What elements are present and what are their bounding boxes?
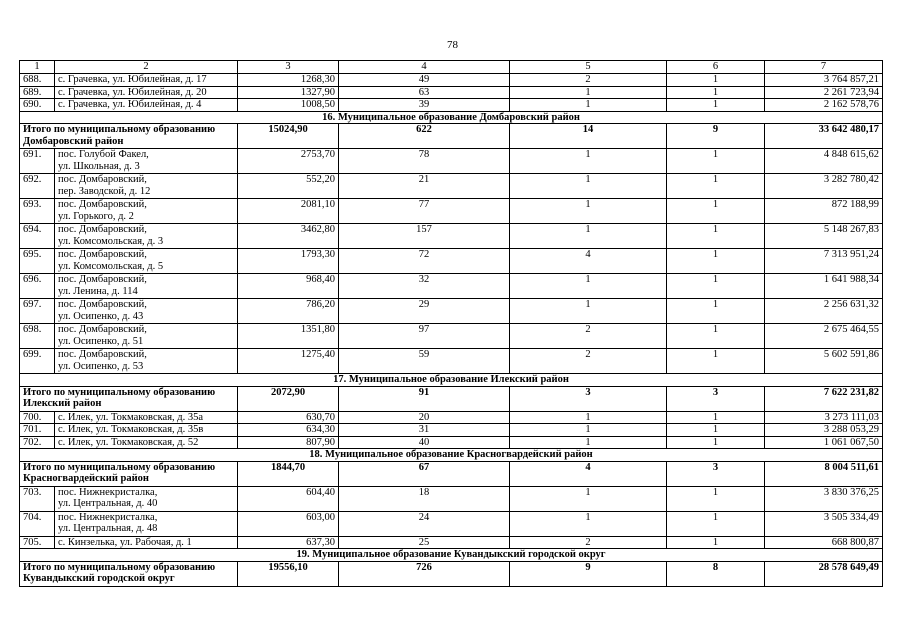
section-heading-row [20, 111, 883, 124]
subtotal-area: 19556,10 [238, 561, 339, 586]
table-row [20, 324, 883, 349]
area-cell: 634,30 [238, 424, 339, 437]
address-cell [55, 199, 238, 224]
subtotal-col6: 3 [667, 461, 765, 486]
row-number: 705. [20, 536, 55, 549]
residents-cell: 72 [339, 249, 510, 274]
address-line: ул. Осипенко, д. 53 [58, 360, 144, 372]
address-cell [55, 486, 238, 511]
table-row [20, 486, 883, 511]
col6-cell: 1 [667, 511, 765, 536]
address-line: пос. Голубой Факел, [58, 149, 149, 160]
area-cell: 1327,90 [238, 86, 339, 99]
address-line: с. Илек, ул. Токмаковская, д. 35а [58, 411, 204, 423]
address-cell [55, 274, 238, 299]
column-header: 1 [20, 61, 55, 74]
address-cell [55, 224, 238, 249]
subtotal-label: Итого по муниципальному образованию Кувандыкский городской округ [20, 561, 238, 586]
table-row [20, 86, 883, 99]
row-number: 694. [20, 224, 55, 249]
col6-cell: 1 [667, 99, 765, 112]
col5-cell: 1 [510, 149, 667, 174]
area-cell: 2081,10 [238, 199, 339, 224]
table-row [20, 299, 883, 324]
col6-cell: 1 [667, 274, 765, 299]
subtotal-col5: 14 [510, 124, 667, 149]
col5-cell: 1 [510, 224, 667, 249]
col5-cell: 1 [510, 199, 667, 224]
row-number: 701. [20, 424, 55, 437]
amount-cell: 3 288 053,29 [765, 424, 883, 437]
table-row [20, 436, 883, 449]
row-number: 702. [20, 436, 55, 449]
amount-cell: 2 256 631,32 [765, 299, 883, 324]
amount-cell: 3 764 857,21 [765, 74, 883, 87]
column-header: 6 [667, 61, 765, 74]
col5-cell: 1 [510, 99, 667, 112]
subtotal-col6: 9 [667, 124, 765, 149]
table-row [20, 536, 883, 549]
amount-cell: 5 602 591,86 [765, 349, 883, 374]
subtotal-area: 15024,90 [238, 124, 339, 149]
table-row [20, 274, 883, 299]
area-cell: 968,40 [238, 274, 339, 299]
col6-cell: 1 [667, 86, 765, 99]
table-row [20, 424, 883, 437]
amount-cell: 3 505 334,49 [765, 511, 883, 536]
subtotal-label: Итого по муниципальному образованию Илекский район [20, 386, 238, 411]
area-cell: 1793,30 [238, 249, 339, 274]
address-cell [55, 249, 238, 274]
col5-cell: 4 [510, 249, 667, 274]
row-number: 699. [20, 349, 55, 374]
address-line: с. Грачевка, ул. Юбилейная, д. 20 [58, 86, 207, 98]
area-cell: 603,00 [238, 511, 339, 536]
area-cell: 630,70 [238, 411, 339, 424]
column-header: 4 [339, 61, 510, 74]
area-cell: 1351,80 [238, 324, 339, 349]
address-line: ул. Центральная, д. 48 [58, 523, 158, 534]
col6-cell: 1 [667, 249, 765, 274]
amount-cell: 4 848 615,62 [765, 149, 883, 174]
col5-cell: 1 [510, 174, 667, 199]
table-row [20, 199, 883, 224]
col6-cell: 1 [667, 149, 765, 174]
address-line: пос. Домбаровский, [58, 249, 147, 260]
subtotal-amount: 8 004 511,61 [765, 461, 883, 486]
residents-cell: 39 [339, 99, 510, 112]
address-line: пос. Домбаровский, [58, 174, 147, 185]
address-cell [55, 74, 238, 87]
col6-cell: 1 [667, 424, 765, 437]
amount-cell: 7 313 951,24 [765, 249, 883, 274]
residents-cell: 21 [339, 174, 510, 199]
residents-cell: 29 [339, 299, 510, 324]
address-line: ул. Комсомольская, д. 3 [58, 235, 164, 247]
section-heading-row [20, 449, 883, 462]
address-line: пос. Нижнекристалка, [58, 486, 158, 498]
col5-cell: 2 [510, 324, 667, 349]
address-line: с. Илек, ул. Токмаковская, д. 35в [58, 424, 204, 435]
column-header: 5 [510, 61, 667, 74]
row-number: 704. [20, 511, 55, 536]
residents-cell: 157 [339, 224, 510, 249]
subtotal-col6: 3 [667, 386, 765, 411]
subtotal-amount: 28 578 649,49 [765, 561, 883, 586]
col6-cell: 1 [667, 436, 765, 449]
amount-cell: 1 641 988,34 [765, 274, 883, 299]
table-row [20, 411, 883, 424]
subtotal-row [20, 461, 883, 486]
col5-cell: 1 [510, 86, 667, 99]
col6-cell: 1 [667, 349, 765, 374]
residents-cell: 20 [339, 411, 510, 424]
address-cell [55, 349, 238, 374]
column-header: 7 [765, 61, 883, 74]
address-line: ул. Комсомольская, д. 5 [58, 260, 164, 272]
col6-cell: 1 [667, 199, 765, 224]
address-line: ул. Школьная, д. 3 [58, 160, 140, 172]
address-cell [55, 99, 238, 112]
table-row [20, 349, 883, 374]
col5-cell: 2 [510, 536, 667, 549]
section-title: 16. Муниципальное образование Домбаровский район [20, 111, 883, 124]
amount-cell: 2 162 578,76 [765, 99, 883, 112]
col6-cell: 1 [667, 486, 765, 511]
row-number: 696. [20, 274, 55, 299]
area-cell: 604,40 [238, 486, 339, 511]
col6-cell: 1 [667, 411, 765, 424]
subtotal-col5: 4 [510, 461, 667, 486]
address-line: ул. Центральная, д. 40 [58, 498, 158, 509]
col5-cell: 1 [510, 411, 667, 424]
address-cell [55, 149, 238, 174]
col5-cell: 1 [510, 436, 667, 449]
subtotal-col5: 9 [510, 561, 667, 586]
col6-cell: 1 [667, 324, 765, 349]
amount-cell: 3 830 376,25 [765, 486, 883, 511]
subtotal-row [20, 124, 883, 149]
col5-cell: 1 [510, 511, 667, 536]
row-number: 703. [20, 486, 55, 511]
address-cell [55, 174, 238, 199]
amount-cell: 2 675 464,55 [765, 324, 883, 349]
amount-cell: 872 188,99 [765, 199, 883, 224]
address-line: пос. Домбаровский, [58, 299, 147, 310]
address-line: ул. Осипенко, д. 43 [58, 310, 144, 322]
address-line: пос. Домбаровский, [58, 324, 147, 335]
residents-cell: 18 [339, 486, 510, 511]
subtotal-amount: 33 642 480,17 [765, 124, 883, 149]
col6-cell: 1 [667, 174, 765, 199]
subtotal-residents: 726 [339, 561, 510, 586]
address-line: ул. Осипенко, д. 51 [58, 335, 144, 347]
table-header-row [20, 61, 883, 74]
table-row [20, 99, 883, 112]
table-row [20, 249, 883, 274]
residents-cell: 32 [339, 274, 510, 299]
residents-cell: 49 [339, 74, 510, 87]
address-cell [55, 424, 238, 437]
row-number: 700. [20, 411, 55, 424]
row-number: 697. [20, 299, 55, 324]
row-number: 691. [20, 149, 55, 174]
subtotal-col5: 3 [510, 386, 667, 411]
residents-cell: 97 [339, 324, 510, 349]
address-cell [55, 436, 238, 449]
residents-cell: 31 [339, 424, 510, 437]
address-line: пос. Нижнекристалка, [58, 511, 158, 523]
row-number: 690. [20, 99, 55, 112]
col5-cell: 2 [510, 74, 667, 87]
table-row [20, 174, 883, 199]
col5-cell: 1 [510, 424, 667, 437]
row-number: 695. [20, 249, 55, 274]
address-line: с. Грачевка, ул. Юбилейная, д. 4 [58, 99, 202, 110]
address-cell [55, 511, 238, 536]
section-title: 18. Муниципальное образование Красногвардейский район [20, 449, 883, 462]
table-row [20, 74, 883, 87]
table-row [20, 511, 883, 536]
address-cell [55, 536, 238, 549]
section-heading-row [20, 549, 883, 562]
residents-cell: 63 [339, 86, 510, 99]
row-number: 698. [20, 324, 55, 349]
subtotal-amount: 7 622 231,82 [765, 386, 883, 411]
area-cell: 1268,30 [238, 74, 339, 87]
area-cell: 552,20 [238, 174, 339, 199]
amount-cell: 3 273 111,03 [765, 411, 883, 424]
col5-cell: 1 [510, 486, 667, 511]
col6-cell: 1 [667, 74, 765, 87]
residents-cell: 24 [339, 511, 510, 536]
area-cell: 1008,50 [238, 99, 339, 112]
subtotal-area: 1844,70 [238, 461, 339, 486]
row-number: 692. [20, 174, 55, 199]
amount-cell: 3 282 780,42 [765, 174, 883, 199]
housing-registry-table [19, 60, 883, 587]
subtotal-row [20, 386, 883, 411]
col5-cell: 2 [510, 349, 667, 374]
address-line: ул. Горького, д. 2 [58, 210, 134, 222]
subtotal-col6: 8 [667, 561, 765, 586]
area-cell: 637,30 [238, 536, 339, 549]
col5-cell: 1 [510, 274, 667, 299]
address-cell [55, 86, 238, 99]
subtotal-residents: 622 [339, 124, 510, 149]
amount-cell: 5 148 267,83 [765, 224, 883, 249]
residents-cell: 59 [339, 349, 510, 374]
amount-cell: 2 261 723,94 [765, 86, 883, 99]
residents-cell: 77 [339, 199, 510, 224]
subtotal-residents: 91 [339, 386, 510, 411]
subtotal-label: Итого по муниципальному образованию Домбаровский район [20, 124, 238, 149]
section-title: 19. Муниципальное образование Кувандыкский городской округ [20, 549, 883, 562]
table-row [20, 224, 883, 249]
section-title: 17. Муниципальное образование Илекский район [20, 374, 883, 387]
subtotal-area: 2072,90 [238, 386, 339, 411]
area-cell: 807,90 [238, 436, 339, 449]
subtotal-residents: 67 [339, 461, 510, 486]
table-row [20, 149, 883, 174]
address-line: с. Грачевка, ул. Юбилейная, д. 17 [58, 74, 207, 85]
subtotal-row [20, 561, 883, 586]
area-cell: 2753,70 [238, 149, 339, 174]
subtotal-label: Итого по муниципальному образованию Красногвардейский район [20, 461, 238, 486]
row-number: 693. [20, 199, 55, 224]
col5-cell: 1 [510, 299, 667, 324]
area-cell: 3462,80 [238, 224, 339, 249]
address-line: пос. Домбаровский, [58, 224, 147, 235]
col6-cell: 1 [667, 299, 765, 324]
area-cell: 786,20 [238, 299, 339, 324]
residents-cell: 40 [339, 436, 510, 449]
section-heading-row [20, 374, 883, 387]
residents-cell: 78 [339, 149, 510, 174]
address-line: ул. Ленина, д. 114 [58, 285, 138, 297]
address-line: пос. Домбаровский, [58, 199, 147, 210]
amount-cell: 668 800,87 [765, 536, 883, 549]
amount-cell: 1 061 067,50 [765, 436, 883, 449]
address-cell [55, 299, 238, 324]
row-number: 689. [20, 86, 55, 99]
address-line: пос. Домбаровский, [58, 349, 147, 360]
page-number: 78 [447, 39, 458, 51]
address-cell [55, 324, 238, 349]
col6-cell: 1 [667, 536, 765, 549]
column-header: 3 [238, 61, 339, 74]
col6-cell: 1 [667, 224, 765, 249]
residents-cell: 25 [339, 536, 510, 549]
address-line: с. Илек, ул. Токмаковская, д. 52 [58, 436, 199, 448]
address-line: с. Кинзелька, ул. Рабочая, д. 1 [58, 536, 192, 548]
address-cell [55, 411, 238, 424]
area-cell: 1275,40 [238, 349, 339, 374]
address-line: пер. Заводской, д. 12 [58, 185, 151, 197]
row-number: 688. [20, 74, 55, 87]
address-line: пос. Домбаровский, [58, 274, 147, 285]
column-header: 2 [55, 61, 238, 74]
